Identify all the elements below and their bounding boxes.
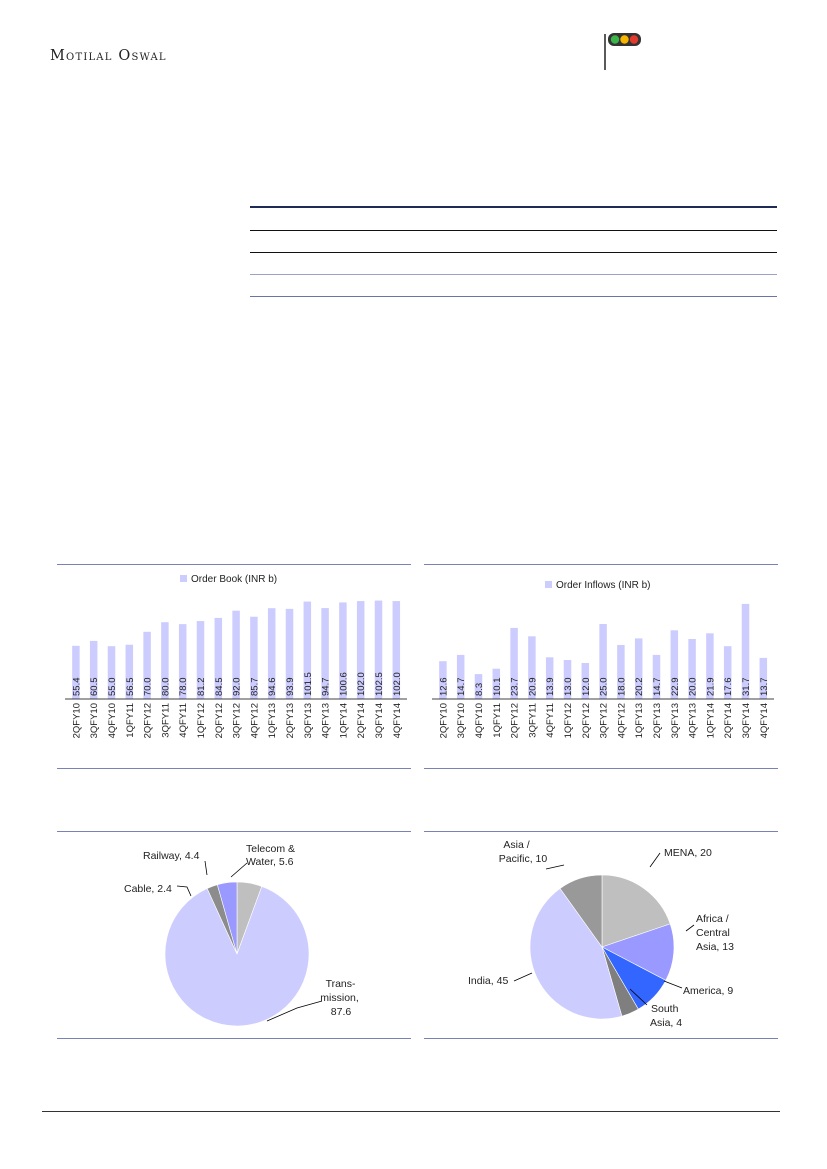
x-tick-label: 2QFY13 <box>285 703 296 739</box>
bar-data-label: 93.9 <box>285 677 296 696</box>
x-tick-label: 1QFY13 <box>267 703 279 739</box>
legend-swatch <box>180 575 187 582</box>
bar-data-label: 80.0 <box>160 677 172 696</box>
x-tick-label: 2QFY14 <box>723 703 735 739</box>
x-tick-label: 1QFY14 <box>338 703 350 739</box>
bar-data-label: 8.3 <box>474 682 485 696</box>
bar-data-label: 12.0 <box>580 677 592 696</box>
bar-data-label: 13.0 <box>563 677 574 696</box>
bar-data-label: 55.4 <box>71 677 83 696</box>
leader-line <box>546 865 564 869</box>
bar-data-label: 102.0 <box>356 672 368 696</box>
bar-data-label: 81.2 <box>196 677 207 696</box>
x-tick-label: 3QFY11 <box>527 703 539 738</box>
bar-data-label: 60.5 <box>89 677 101 696</box>
bar-data-label: 12.6 <box>438 677 450 696</box>
x-tick-label: 2QFY13 <box>652 703 663 739</box>
x-tick-label: 3QFY14 <box>741 703 752 739</box>
x-tick-label: 1QFY12 <box>563 703 574 739</box>
bar-data-label: 14.7 <box>456 677 468 696</box>
x-tick-label: 3QFY12 <box>231 703 243 739</box>
bar-data-label: 10.1 <box>491 677 503 696</box>
x-tick-label: 2QFY10 <box>438 703 450 739</box>
bar-data-label: 102.0 <box>391 672 403 696</box>
x-tick-label: 3QFY13 <box>302 703 314 739</box>
bar-data-label: 20.0 <box>687 677 699 696</box>
leader-line <box>231 863 247 877</box>
bar-data-label: 13.9 <box>545 677 557 696</box>
bar-data-label: 55.0 <box>107 677 118 696</box>
pie-label-mena: MENA, 20 <box>664 847 712 859</box>
pie-label-india: India, 45 <box>468 975 509 987</box>
leader-line <box>205 861 207 875</box>
bar-data-label: 102.5 <box>374 672 385 696</box>
legend-swatch <box>545 581 552 588</box>
x-tick-label: 2QFY12 <box>142 703 154 739</box>
x-tick-label: 1QFY11 <box>124 703 136 738</box>
x-tick-label: 4QFY11 <box>545 703 557 738</box>
x-tick-label: 2QFY10 <box>71 703 83 739</box>
bar-data-label: 84.5 <box>213 677 225 696</box>
traffic-light-icon <box>600 30 644 74</box>
pie-label-america: America, 9 <box>683 985 734 997</box>
x-tick-label: 3QFY10 <box>456 703 468 739</box>
legend-label: Order Inflows (INR b) <box>556 580 651 591</box>
x-tick-label: 2QFY12 <box>509 703 521 739</box>
x-tick-label: 3QFY14 <box>374 703 385 739</box>
x-tick-label: 4QFY10 <box>107 703 118 739</box>
x-tick-label: 4QFY12 <box>616 703 628 739</box>
pie-label-asia-pacific: Asia / Pacific, 10 <box>498 839 548 865</box>
legend-label: Order Book (INR b) <box>191 574 278 585</box>
leader-line <box>664 981 682 988</box>
bar-data-label: 21.9 <box>705 677 717 696</box>
bar-data-label: 94.7 <box>320 677 332 696</box>
x-tick-label: 2QFY12 <box>213 703 225 739</box>
pie-label-railway: Railway, 4.4 <box>143 850 200 862</box>
brand-logo-text: Motilal Oswal <box>50 48 167 64</box>
x-tick-label: 4QFY10 <box>474 703 485 739</box>
bar-data-label: 94.6 <box>267 677 279 696</box>
leader-line <box>686 925 694 931</box>
bar-data-label: 18.0 <box>616 677 628 696</box>
leader-line <box>650 853 660 867</box>
x-tick-label: 4QFY14 <box>758 703 770 739</box>
bar-data-label: 100.6 <box>338 672 350 696</box>
bar-data-label: 56.5 <box>124 677 136 696</box>
footer-rule <box>42 1111 780 1112</box>
pie-label-south-asia: South Asia, 4 <box>650 1003 683 1029</box>
bar-data-label: 20.2 <box>634 677 646 696</box>
x-tick-label: 4QFY13 <box>687 703 699 739</box>
bar-data-label: 101.5 <box>302 672 314 696</box>
x-tick-label: 3QFY11 <box>160 703 172 738</box>
x-tick-label: 1QFY11 <box>491 703 503 738</box>
pie-label-cable: Cable, 2.4 <box>124 883 172 895</box>
x-tick-label: 1QFY12 <box>196 703 207 739</box>
bar-data-label: 23.7 <box>509 677 521 696</box>
order-book-segment-pie <box>57 833 411 1036</box>
leader-line <box>514 973 532 981</box>
x-tick-label: 4QFY13 <box>320 703 332 739</box>
bar-data-label: 31.7 <box>741 677 752 696</box>
bar-data-label: 70.0 <box>142 677 154 696</box>
x-tick-label: 4QFY12 <box>249 703 261 739</box>
x-tick-label: 3QFY13 <box>669 703 681 739</box>
bar-data-label: 22.9 <box>669 677 681 696</box>
order-book-geography-pie <box>424 833 778 1036</box>
x-tick-label: 1QFY14 <box>705 703 717 739</box>
x-tick-label: 2QFY14 <box>356 703 368 739</box>
bar-data-label: 14.7 <box>652 677 663 696</box>
bar-data-label: 92.0 <box>231 677 243 696</box>
bar-data-label: 20.9 <box>527 677 539 696</box>
bar-data-label: 13.7 <box>758 677 770 696</box>
x-tick-label: 4QFY14 <box>391 703 403 739</box>
order-book-chart <box>57 566 411 766</box>
order-inflows-chart <box>424 566 778 766</box>
bar-data-label: 85.7 <box>249 677 261 696</box>
pie-label-telecom-water: Telecom & Water, 5.6 <box>246 843 296 868</box>
bar-data-label: 78.0 <box>178 677 190 696</box>
pie-label-transmission: Trans- mission, 87.6 <box>320 978 359 1018</box>
pie-label-africa-central-asia: Africa / Central Asia, 13 <box>696 913 734 953</box>
x-tick-label: 1QFY13 <box>634 703 646 739</box>
leader-line <box>177 886 191 896</box>
bar-data-label: 17.6 <box>723 677 735 696</box>
bar-data-label: 25.0 <box>598 677 610 696</box>
x-tick-label: 3QFY12 <box>598 703 610 739</box>
x-tick-label: 4QFY11 <box>178 703 190 738</box>
x-tick-label: 3QFY10 <box>89 703 101 739</box>
x-tick-label: 2QFY12 <box>580 703 592 739</box>
